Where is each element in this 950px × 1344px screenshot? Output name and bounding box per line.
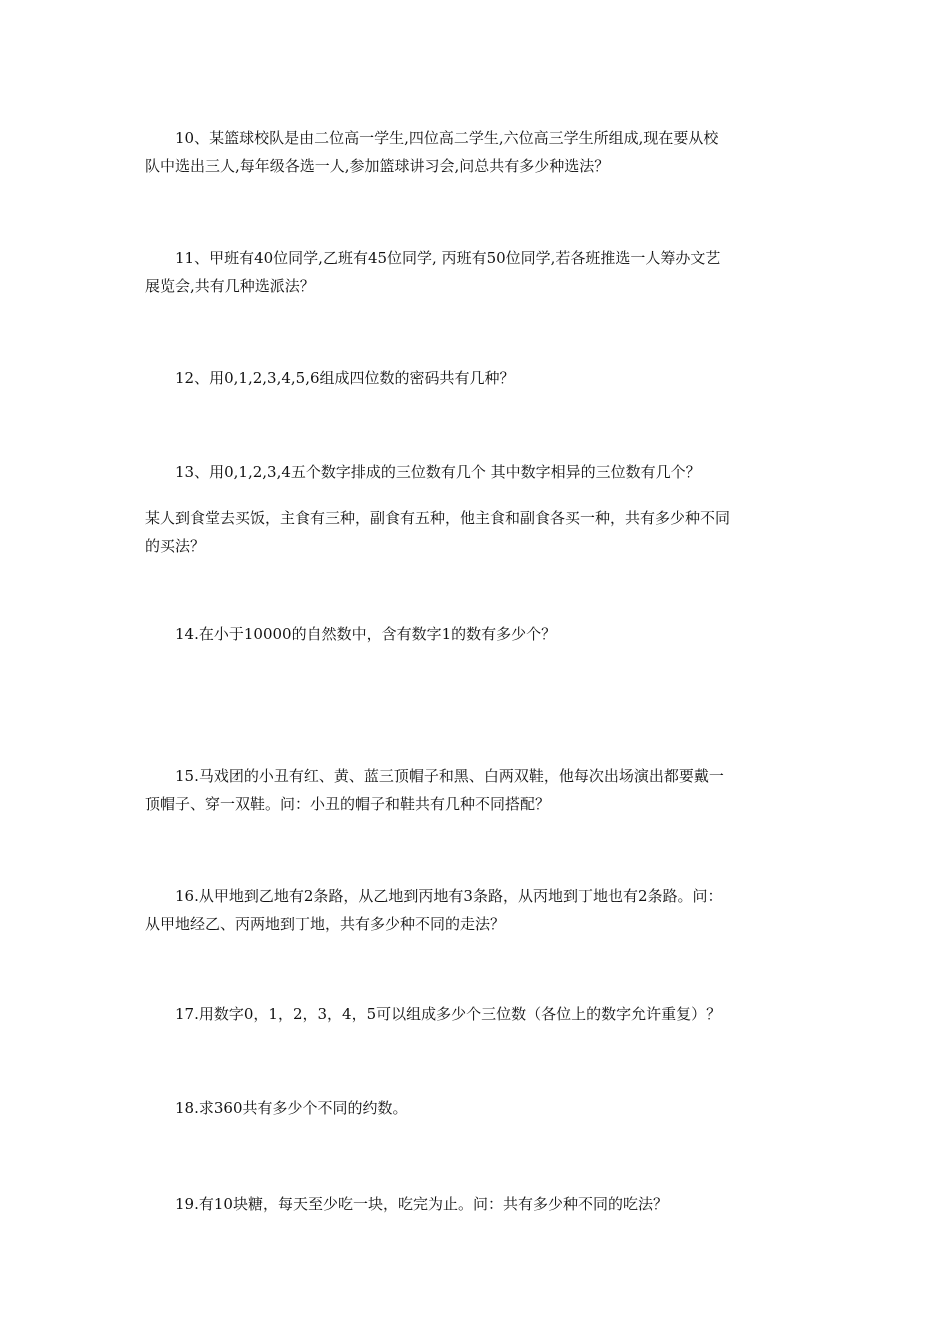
question-11-line-2: 展览会,共有几种选派法？ [145, 277, 315, 295]
question-13 [145, 458, 810, 486]
question-17-line-1: 17.用数字0，1，2，3，4，5可以组成多少个三位数（各位上的数字允许重复）？ [175, 1005, 722, 1023]
question-15 [145, 762, 810, 818]
question-19-line-1: 19.有10块糖，每天至少吃一块，吃完为止。问：共有多少种不同的吃法？ [175, 1195, 668, 1213]
question-11 [145, 244, 810, 300]
question-10 [145, 124, 810, 180]
question-13-meal [145, 504, 810, 560]
question-17 [145, 1000, 810, 1028]
question-13-line-1: 13、用0,1,2,3,4五个数字排成的三位数有几个 其中数字相异的三位数有几个？ [175, 463, 701, 481]
question-15-line-2: 顶帽子、穿一双鞋。问：小丑的帽子和鞋共有几种不同搭配？ [145, 795, 551, 813]
question-15-line-1: 15.马戏团的小丑有红、黄、蓝三顶帽子和黑、白两双鞋，他每次出场演出都要戴一 [175, 767, 724, 785]
question-12 [145, 364, 810, 392]
question-16-line-2: 从甲地经乙、丙两地到丁地，共有多少种不同的走法？ [145, 915, 506, 933]
question-14-line-1: 14.在小于10000的自然数中，含有数字1的数有多少个？ [175, 625, 557, 643]
question-12-line-1: 12、用0,1,2,3,4,5,6组成四位数的密码共有几种？ [175, 369, 515, 387]
question-16 [145, 882, 810, 938]
question-16-line-1: 16.从甲地到乙地有2条路，从乙地到丙地有3条路，从丙地到丁地也有2条路。问： [175, 887, 723, 905]
question-18 [145, 1094, 810, 1122]
question-13-meal-line-2: 的买法？ [145, 537, 206, 555]
question-13-meal-line-1: 某人到食堂去买饭，主食有三种，副食有五种，他主食和副食各买一种，共有多少种不同 [145, 509, 731, 527]
question-14 [145, 620, 810, 648]
question-10-line-1: 10、某篮球校队是由二位高一学生,四位高二学生,六位高三学生所组成,现在要从校 [175, 129, 719, 147]
question-18-line-1: 18.求360共有多少个不同的约数。 [175, 1099, 408, 1117]
question-10-line-2: 队中选出三人,每年级各选一人,参加篮球讲习会,问总共有多少种选法？ [145, 157, 610, 175]
question-19 [145, 1190, 810, 1218]
question-11-line-1: 11、甲班有40位同学,乙班有45位同学, 丙班有50位同学,若各班推选一人筹办文艺 [175, 249, 721, 267]
